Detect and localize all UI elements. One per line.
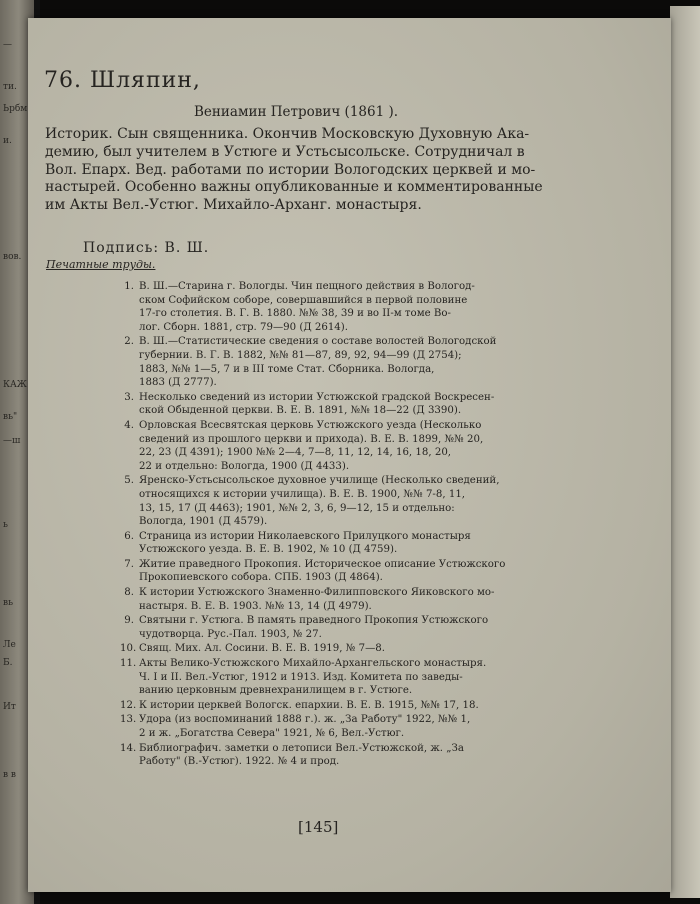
work-text-line: Удора (из воспоминаний 1888 г.). ж. „За Работу" 1922, №№ 1,	[139, 714, 471, 726]
work-number: 8.	[124, 587, 134, 599]
biography-line: демию, был учителем в Устюге и Устьсысольске. Сотрудничал в	[45, 143, 525, 160]
left-page-fragment: и.	[3, 136, 12, 146]
work-text	[139, 742, 464, 769]
work-text-line: 2 и ж. „Богатства Севера" 1921, № 6, Вел.-Устюг.	[139, 728, 405, 739]
work-text	[139, 642, 385, 656]
left-page-fragment: Ит	[3, 702, 16, 712]
work-text-line: К истории церквей Вологск. епархии. В. Е. В. 1915, №№ 17, 18.	[139, 699, 479, 711]
left-page-fragment: —	[3, 40, 12, 50]
work-number: 6.	[124, 530, 134, 542]
left-page-fragment: Ле	[3, 640, 16, 650]
book-page	[28, 18, 671, 892]
work-number: 9.	[124, 615, 134, 627]
biography-paragraph	[45, 126, 605, 215]
work-text	[139, 280, 475, 334]
work-text-line: Святыни г. Устюга. В память праведного Прокопия Устюжского	[139, 615, 489, 627]
left-page-fragment: Ьрбм	[3, 104, 28, 114]
signature-line: Подпись: В. Ш.	[83, 240, 210, 256]
work-text-line: Ч. I и II. Вел.-Устюг, 1912 и 1913. Изд. Комитета по заведы-	[139, 671, 463, 683]
work-text	[139, 391, 494, 418]
work-text-line: ском Софийском соборе, совершавшийся в первой половине	[139, 294, 468, 306]
work-text-line: Акты Велико-Устюжского Михайло-Архангельского монастыря.	[139, 658, 487, 670]
biography-line: Вол. Епарх. Вед. работами по истории Вологодских церквей и мо-	[45, 161, 536, 178]
work-text-line: Орловская Всесвятская церковь Устюжского уезда (Несколько	[139, 419, 482, 431]
work-text-line: относящихся к истории училища). В. Е. В. 1900, №№ 7-8, 11,	[139, 488, 466, 500]
work-text-line: 13, 15, 17 (Д 4463); 1901, №№ 2, 3, 6, 9—12, 15 и отдельно:	[139, 502, 455, 514]
work-text-line: ской Обыденной церкви. В. Е. В. 1891, №№ 18—22 (Д 3390).	[139, 405, 462, 417]
work-item	[120, 391, 620, 418]
work-text-line: Житие праведного Прокопия. Историческое описание Устюжского	[139, 558, 506, 570]
work-text-line: Вологда, 1901 (Д 4579).	[139, 516, 268, 528]
work-number: 10.	[120, 643, 137, 655]
work-number: 2.	[124, 336, 134, 348]
work-text-line: Устюжского уезда. В. Е. В. 1902, № 10 (Д 4759).	[139, 544, 398, 556]
work-text-line: сведений из прошлого церкви и прихода). В. Е. В. 1899, №№ 20,	[139, 433, 484, 445]
work-item	[120, 657, 620, 698]
work-number: 4.	[124, 419, 134, 431]
work-text-line: Свящ. Мих. Ал. Сосини. В. Е. В. 1919, № 7—8.	[139, 643, 386, 655]
work-text-line: Работу" (В.-Устюг). 1922. № 4 и прод.	[139, 756, 340, 768]
left-page-fragment: КАЖ	[3, 380, 27, 390]
work-text-line: губернии. В. Г. В. 1882, №№ 81—87, 89, 92, 94—99 (Д 2754);	[139, 349, 462, 361]
works-heading: Печатные труды.	[46, 258, 156, 271]
left-page-fragment: в в	[3, 770, 16, 780]
left-page-fragment: вов.	[3, 252, 22, 262]
works-list	[120, 280, 620, 770]
work-text-line: Несколько сведений из истории Устюжской градской Воскресен-	[139, 391, 495, 403]
work-text-line: Прокопиевского собора. СПБ. 1903 (Д 4864).	[139, 572, 383, 584]
work-text-line: 22, 23 (Д 4391); 1900 №№ 2—4, 7—8, 11, 12, 14, 16, 18, 20,	[139, 447, 452, 459]
work-text-line: Библиографич. заметки о летописи Вел.-Устюжской, ж. „За	[139, 742, 464, 754]
work-text	[139, 586, 494, 613]
work-item	[120, 558, 620, 585]
work-number: 11.	[120, 658, 137, 670]
left-page-fragment: —ш	[3, 436, 21, 446]
work-text-line: Яренско-Устьсысольское духовное училище (Несколько сведений,	[139, 475, 500, 487]
work-text	[139, 699, 479, 713]
work-text	[139, 614, 488, 641]
work-item	[120, 713, 620, 740]
entry-heading: 76. Шляпин,	[44, 68, 201, 93]
work-item	[120, 335, 620, 389]
work-text-line: настыря. В. Е. В. 1903. №№ 13, 14 (Д 4979).	[139, 600, 372, 612]
work-text-line: Страница из истории Николаевского Прилуцкого монастыря	[139, 530, 471, 542]
left-page-fragment: вь"	[3, 412, 18, 422]
work-text-line: 17-го столетия. В. Г. В. 1880. №№ 38, 39 и во II-м томе Во-	[139, 308, 451, 320]
left-page-fragment: ти.	[3, 82, 17, 92]
biography-line: Историк. Сын священника. Окончив Московскую Духовную Ака-	[45, 126, 530, 142]
page-edge	[670, 6, 700, 898]
left-page-fragment: вь	[3, 598, 13, 608]
biography-line: им Акты Вел.-Устюг. Михайло-Арханг. монастыря.	[45, 197, 422, 214]
entry-full-name: Вениамин Петрович (1861 ).	[194, 104, 399, 120]
work-number: 7.	[124, 558, 134, 570]
work-number: 1.	[124, 281, 134, 292]
work-item	[120, 614, 620, 641]
biography-line: настырей. Особенно важны опубликованные и комментированные	[45, 179, 543, 196]
work-number: 5.	[124, 475, 134, 487]
work-text-line: чудотворца. Рус.-Пал. 1903, № 27.	[139, 628, 322, 640]
work-text-line: 1883, №№ 1—5, 7 и в III томе Стат. Сборника. Вологда,	[139, 363, 435, 375]
work-text-line: 22 и отдельно: Вологда, 1900 (Д 4433).	[139, 460, 350, 472]
work-item	[120, 586, 620, 613]
work-item	[120, 742, 620, 769]
work-number: 12.	[120, 699, 137, 711]
work-text	[139, 558, 505, 585]
work-text-line: В. Ш.—Старина г. Вологды. Чин пещного действия в Вологод-	[139, 281, 475, 292]
work-text	[139, 419, 483, 473]
work-item	[120, 699, 620, 713]
work-item	[120, 280, 620, 334]
work-number: 14.	[120, 742, 137, 754]
work-text-line: лог. Сборн. 1881, стр. 79—90 (Д 2614).	[139, 321, 348, 333]
work-text	[139, 657, 486, 698]
work-text	[139, 335, 496, 389]
work-number: 3.	[124, 391, 134, 403]
work-item	[120, 474, 620, 528]
work-number: 13.	[120, 714, 137, 726]
page-number: [145]	[298, 818, 339, 836]
work-text-line: В. Ш.—Статистические сведения о составе волостей Вологодской	[139, 336, 497, 348]
work-text-line: К истории Устюжского Знаменно-Филипповского Яиковского мо-	[139, 587, 495, 599]
left-page-fragment: Б.	[3, 658, 13, 668]
work-item	[120, 530, 620, 557]
work-text	[139, 530, 471, 557]
work-text	[139, 713, 470, 740]
left-page-fragment: ь	[3, 520, 8, 530]
work-text-line: ванию церковным древнехранилищем в г. Устюге.	[139, 685, 413, 697]
work-item	[120, 419, 620, 473]
work-text	[139, 474, 499, 528]
work-text-line: 1883 (Д 2777).	[139, 377, 217, 389]
work-item	[120, 642, 620, 656]
